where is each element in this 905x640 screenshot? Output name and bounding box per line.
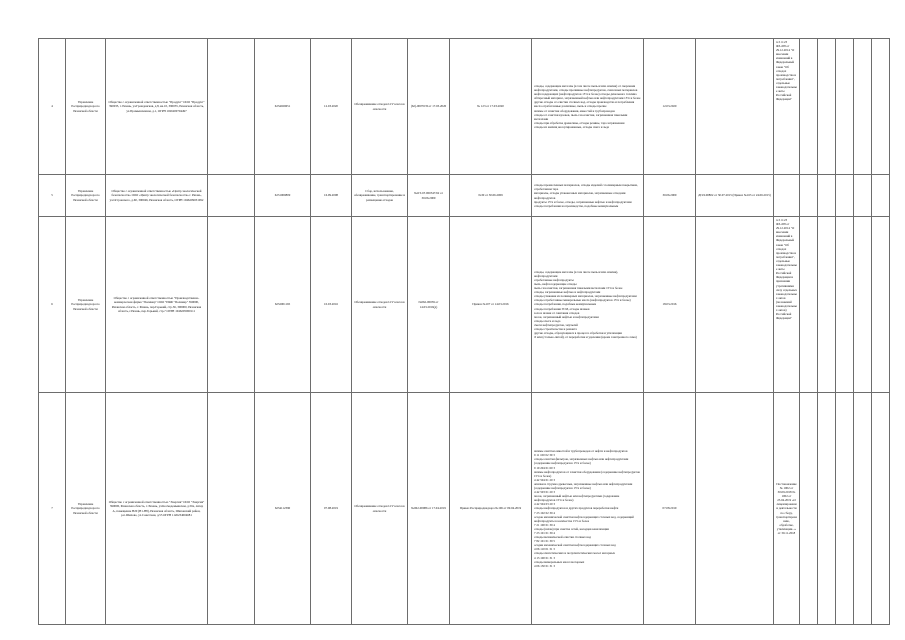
empty-cell xyxy=(818,175,836,217)
empty-cell xyxy=(800,393,818,625)
legal-note: Постановление № 1002 от 30.09.2018 № 1002 от 23.04.2019 «О лицензировании деятельности по сбору, транспортированию, обработке, утилизации...» от 30.11.2018 xyxy=(774,393,800,625)
legal-note xyxy=(774,175,800,217)
empty-cell xyxy=(836,217,854,393)
empty-cell xyxy=(872,217,890,393)
empty-cell xyxy=(800,217,818,393)
activity-type: Обезвреживание отходов I-IV классов опасности xyxy=(352,39,408,175)
registration-date: 16.09.2008 xyxy=(311,175,352,217)
empty-cell xyxy=(208,175,255,217)
table-row xyxy=(39,393,890,625)
empty-cell xyxy=(872,393,890,625)
reissue-details xyxy=(696,393,774,625)
authority-name: Управление Росприроднадзора по Рязанской области xyxy=(66,217,106,393)
organization-details: Общество с ограниченной ответственностью "Энергия" ООО "Энергия" 390000, Рязанская область, г. Рязань, ул.Космодемьянская, д.56а, литер А, помещение Н20 (Н1-Н8), Рязанская область, Шиловский район, р.п.Шилово, ул.Советская, д.55 ОГРН 1126234004681 xyxy=(106,393,208,625)
decision-date: 30.06.2009 xyxy=(644,175,696,217)
row-number: 5 xyxy=(39,175,66,217)
empty-cell xyxy=(854,217,872,393)
empty-cell xyxy=(854,393,872,625)
row-number: 4 xyxy=(39,39,66,175)
activity-type: Обезвреживание отходов I-IV классов опасности xyxy=(352,393,408,625)
empty-cell xyxy=(800,39,818,175)
table-row xyxy=(39,175,890,217)
empty-cell xyxy=(800,175,818,217)
table-row xyxy=(39,39,890,175)
empty-cell xyxy=(836,393,854,625)
registration-date: 10.03.2016 xyxy=(311,217,352,393)
empty-cell xyxy=(854,39,872,175)
decision-date: 07.08.2019 xyxy=(644,393,696,625)
empty-cell xyxy=(836,175,854,217)
table-row xyxy=(39,217,890,393)
legal-note: п.3 ст.23 ФЗ-458 от 29.12.2014 "О внесении изменений в Федеральный закон "Об отходах производства и потребления", отдельные законодательные акты Российской Федерации и признании утратившими силу отдельных законодательных актов (положений законодательных актов) Российской Федерации" xyxy=(774,217,800,393)
empty-cell xyxy=(818,39,836,175)
activity-type: Обезвреживание отходов I-IV классов опасности xyxy=(352,217,408,393)
waste-list: отходы, содержащие металлы (в том числе пыль и/или опилки), нефтепродуктами отработанные нефтепродукты пыль, нефтесодержащие отходы пыль газоочистки, загрязненная тяжелыми металлами 15% и более отходы, загрязненные нефтью и нефтепродуктами отходы упаковки из полимерных материалов, загрязненные нефтепродуктами отходы отработанные минеральные масла (нефтепродуктов 15% и более) отходы потребления, подобные коммунальным отходы потребления ГСМ, отходы шлаков зола и шлаки от сжигания отходов песок, загрязненный нефтью и нефтепродуктами отходы снега и льда смеси нефтепродуктов, эмульсий отходы строительства и ремонта другие отходы, образующиеся в процессе обработки и утилизации Л или (стально-литой), от переработки и удаления (кроме электронного ломa) xyxy=(532,217,644,393)
inn-value: 6234112390 xyxy=(255,393,311,625)
authority-name: Управление Росприроднадзора по Рязанской области xyxy=(66,39,106,175)
activity-type: Сбор, использование, обезвреживание, транспортирование и размещение отходов xyxy=(352,175,408,217)
organization-details: Общество с ограниченной ответственностью «Центр экологической безопасности» ООО «Центр экологической безопасности» г. Рязань, ул.Островского, д.60, 390046, Рязанская область, ОГРН 1046209031092 xyxy=(106,175,208,217)
authority-name: Управление Росприроднадзора по Рязанской области xyxy=(66,175,106,217)
empty-cell xyxy=(872,39,890,175)
empty-cell xyxy=(872,175,890,217)
empty-cell xyxy=(208,393,255,625)
row-number: 7 xyxy=(39,393,66,625)
legal-note: п.3 ст.23 ФЗ-458 от 29.12.2014 "О внесении изменений в Федеральный закон "Об отходах производства и потребления", отдельные законодательные акты Российской Федерации" xyxy=(774,39,800,175)
reissue-details xyxy=(696,39,774,175)
organization-details: Общество с ограниченной ответственностью "Производственно-коммерческая фирма "Полимер" ООО "ПКФ "Полимер" 390000, Рязанская область, г. Рязань, пер.Горький, стр.36, 390000, Рязанская область, г.Рязань, пер.Горький, стр.? ОГРН 1046205000111 xyxy=(106,217,208,393)
registration-date: 12.03.2020 xyxy=(311,39,352,175)
inn-value: 6234029651 xyxy=(255,39,311,175)
waste-list: шламы очистки емкостей и трубопроводов от нефти и нефтепродуктов 9 11 100 02 39 3 отходы очистки фильтров, загрязненных нефтью или нефтепродуктами (содержание нефтепродуктов 15% и более) 9 19 204 01 60 3 шламы нефтепродуктов от зачистки оборудования (содержание нефтепродуктов 15% и более) 4 42 504 01 20 3 опилки и стружка древесные, загрязненные нефтью или нефтепродуктами (содержание нефтепродуктов 15% и более) 4 42 503 01 20 3 песок, загрязненный нефтью или нефтепродуктами (содержание нефтепродуктов 15% и более) 4 42 504 03 20 3 отходы нефтепродуктов и других продуктов переработки нефти 7 23 102 02 39 4 осадок механической очистки нефтесодержащих сточных вод, содержащий нефтепродукты в количестве 15% и более 7 21 100 01 39 4 отходы (шлам) при очистке сетей, колодцев канализации 7 23 101 01 39 4 отходы механической очистки сточных вод 7 82 101 01 39 5 осадки механической очистки нефтесодержащих сточных вод 4 06 110 01 31 3 отходы синтетических и полусинтетических масел моторных 4 13 100 01 31 3 отходы минеральных масел моторных 4 06 150 01 31 3 xyxy=(532,393,644,625)
empty-cell xyxy=(208,217,255,393)
empty-cell xyxy=(818,393,836,625)
empty-cell xyxy=(836,39,854,175)
order-details: № 123 от 17.03.2020 xyxy=(450,39,532,175)
order-details: Приказ Росприроднадзора №106 от 09.04.2019 xyxy=(450,393,532,625)
empty-cell xyxy=(818,217,836,393)
inn-value: 6232001165 xyxy=(255,217,311,393)
reissue-details xyxy=(696,217,774,393)
row-number: 6 xyxy=(39,217,66,393)
decision-date: 18.03.2016 xyxy=(644,217,696,393)
inn-value: 6231009809 xyxy=(255,175,311,217)
authority-name: Управление Росприроднадзора по Рязанской области xyxy=(66,393,106,625)
order-details: Приказ №107 от 14.03.2016 xyxy=(450,217,532,393)
waste-list: отходы, содержащие металлы (в том числе пыль и/или опилки) от сверления нефтепродуктами, отходы проливные нефтепродуктов, смазочных материалов нефтесодержащих (нефтепродуктов 15% и более) отходы дизельного топлива обтирочный материал, загрязненный нефтью или нефтепродуктами 15% и более другие отходы от очистки сточных вод, отходы производства и потребления масла отработанные различные, пыль и отходы прочие шламы от зачистки оборудования, емкостей и трубопроводов отходы от очистки кузовов, пыль газоочистки, загрязненная тяжелыми металлами отходы при обработке древесины, отходы резины, тара загрязненная отходы из жилищ несортированные, отходы снега и льда xyxy=(532,39,644,175)
license-register-table xyxy=(38,38,890,625)
reissue-details: ДПЛ-00802 от 30.07.2015 (Приказ №163 от 24.06.2015) xyxy=(696,175,774,217)
empty-cell xyxy=(208,39,255,175)
empty-cell xyxy=(854,175,872,217)
license-number: №062-00086 от 17.04.2019 xyxy=(408,393,450,625)
organization-details: Общество с ограниченной ответственностью "Продукт" ООО "Продукт" 390035, г. Рязань, ул.Гражданская, д.8, кв.10, 390035, Рязанская область, ул.Промышленная, д.1, ОГРН 1026200704497 xyxy=(106,39,208,175)
license-number: (62)-00070/П от 17.03.2020 xyxy=(408,39,450,175)
order-details: №30 от 30.06.2009 xyxy=(450,175,532,217)
license-number: №ОТ-03 000347/62 от 30.06.2009 xyxy=(408,175,450,217)
waste-list: отходы промасленных материалов, отходы изделий с полимерным покрытием, отработанная тара материалы, отходы упаковочных материалов, загрязненные отходами нефтепродуктов продукты 15% и более, отходы, загрязненные нефтью и нефтепродуктами отходы потребления на производстве, подобные коммунальным xyxy=(532,175,644,217)
registration-date: 07.08.2019 xyxy=(311,393,352,625)
license-number: №062-00039 от 14.03.2016(д) xyxy=(408,217,450,393)
decision-date: 12.03.2020 xyxy=(644,39,696,175)
